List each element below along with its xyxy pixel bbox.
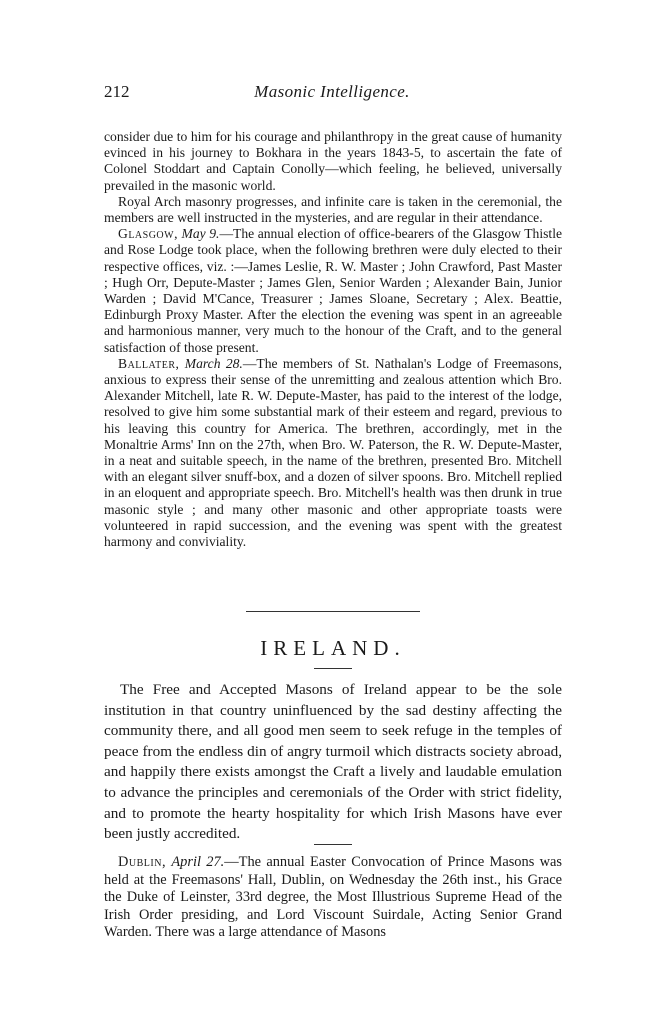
ireland-intro [104, 680, 562, 845]
heading-underline [314, 668, 352, 669]
scotland-section [104, 129, 562, 550]
text-ballater: —The members of St. Nathalan's Lodge of Freemasons, anxious to express their sense of the unremitting and zealous attention which Bro. Alexander Mitchell, late R. W. Depute-Master, has paid to the interest of the lodge, resolved to give him some substantial mark of their esteem and regard, previous to his leaving this country for America. The brethren, accordingly, met in the Monaltrie Arms' Inn on the 27th, when Bro. W. Paterson, the R. W. Depute-Master, in a neat and suitable speech, in the name of the brethren, presented Bro. Mitchell with an elegant silver snuff-box, and a dozen of silver spoons. Bro. Mitchell replied in an eloquent and appropriate speech. Bro. Mitchell's health was then drunk in true masonic style ; and many other masonic and other appropriate toasts were volunteered in rapid succession, and the evening was spent with the greatest harmony and conviviality. [104, 355, 562, 550]
dublin-section [104, 854, 562, 942]
paragraph-ireland-intro: The Free and Accepted Masons of Ireland appear to be the sole institution in that country uninfluenced by the sad destiny affecting the community there, and all good men seem to seek refuge in the temples of peace from the endless din of angry turmoil which distracts society abroad, and happily there exists amongst the Craft a lively and laudable emulation to advance the principles and ceremonials of the Order with strict fidelity, and to promote the hearty hospitality for which Irish Masons have ever been justly accredited. [104, 681, 562, 843]
section-heading-ireland: IRELAND. [260, 636, 406, 660]
place-glasgow: Glasgow, [118, 226, 178, 242]
section-divider [246, 611, 420, 612]
date-ballater: March 28. [184, 355, 243, 371]
text-dublin: —The annual Easter Convocation of Prince Masons was held at the Freemasons' Hall, Dublin, on Wednesday the 26th inst., his Grace the Duke of Leinster, 33rd degree, the Most Illustrious Supreme Head of the Irish Order presiding, and Lord Viscount Suirdale, Acting Senior Grand Warden. There was a large attendance of Masons [104, 854, 562, 941]
date-dublin: April 27. [171, 854, 225, 870]
paragraph-divider [314, 844, 352, 845]
date-glasgow: May 9. [181, 226, 220, 242]
paragraph-glasgow [104, 226, 562, 356]
place-dublin: Dublin, [118, 854, 167, 870]
text-glasgow: —The annual election of office-bearers of the Glasgow Thistle and Rose Lodge took place, when the following brethren were duly elected to their respective offices, viz. :—James Leslie, R. W. Master ; John Crawford, Past Master ; Hugh Orr, Depute-Master ; James Glen, Senior Warden ; Alexander Bain, Junior Warden ; David M'Cance, Treasurer ; James Sloane, Secretary ; Alex. Beattie, Edinburgh Proxy Master. After the election the evening was spent in an agreeable and harmonious manner, very much to the honour of the Craft, and to the general satisfaction of those present. [104, 226, 563, 355]
paragraph-ballater [104, 356, 562, 550]
paragraph-royal-arch: Royal Arch masonry progresses, and infinite care is taken in the ceremonial, the members are well instructed in the mysteries, and are regular in their attendance. [104, 193, 562, 226]
paragraph-continued: consider due to him for his courage and philanthropy in the great cause of humanity evinced in his journey to Bokhara in the years 1843-5, to ascertain the fate of Colonel Stoddart and Captain Conolly—which feeling, he believed, universally prevailed in the masonic world. [104, 129, 562, 193]
page-number: 212 [104, 82, 130, 101]
running-header [104, 82, 560, 104]
place-ballater: Ballater, [118, 355, 180, 371]
running-title: Masonic Intelligence. [254, 82, 410, 101]
paragraph-dublin [104, 854, 562, 942]
